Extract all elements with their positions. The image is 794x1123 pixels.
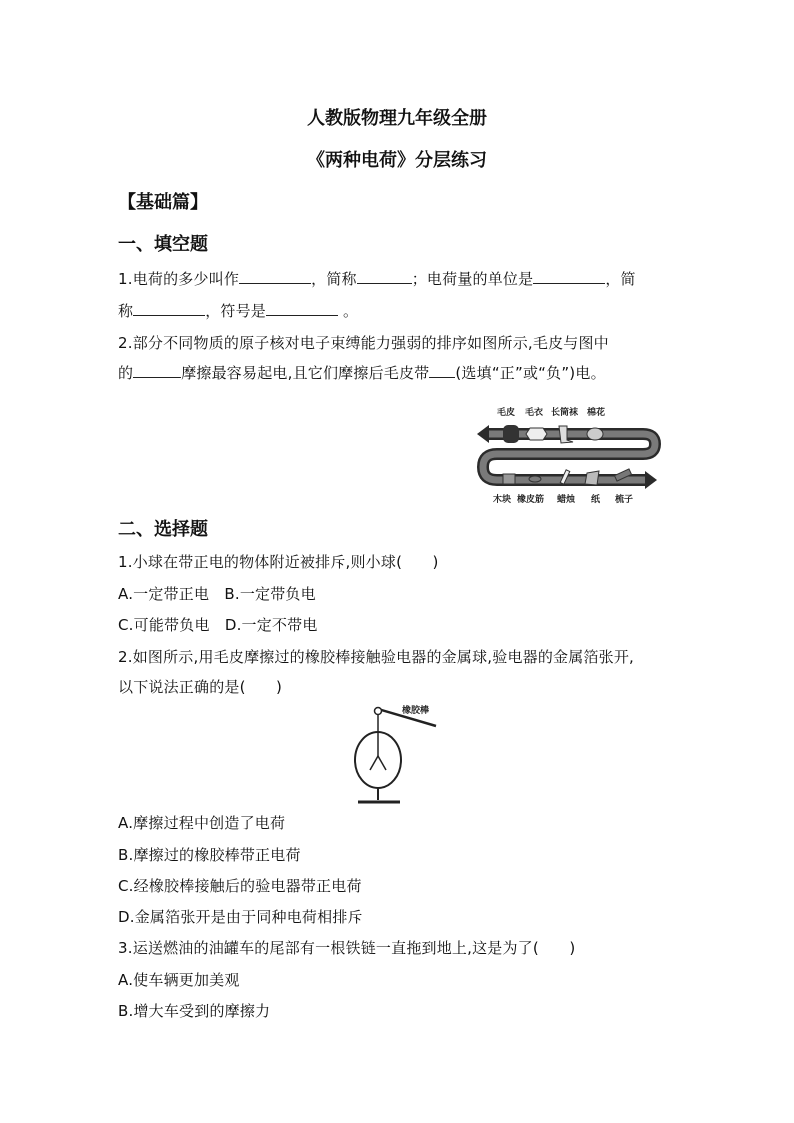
metal-foil-right xyxy=(378,756,386,770)
label-comb: 梳子 xyxy=(615,495,634,505)
question-2-line-1: 2.部分不同物质的原子核对电子束缚能力强弱的排序如图所示,毛皮与图中 xyxy=(118,334,609,352)
label-candle: 蜡烛 xyxy=(557,495,576,505)
answer-blank[interactable] xyxy=(533,269,605,284)
question-text: ，简 xyxy=(605,270,636,288)
label-sweater: 毛衣 xyxy=(525,408,544,418)
question-2-stem-line-2: 以下说法正确的是( ) xyxy=(118,678,283,696)
cotton-icon xyxy=(587,428,603,440)
question-text: 称 xyxy=(118,302,134,320)
question-2-option-d: D.金属箔张开是由于同种电荷相排斥 xyxy=(118,908,363,926)
doc-subtitle: 《两种电荷》分层练习 xyxy=(307,150,487,171)
question-text: (选填“正”或“负”)电。 xyxy=(455,364,606,382)
triboelectric-series-figure xyxy=(475,400,665,510)
question-text: 的 xyxy=(118,364,134,382)
arrow-right-icon xyxy=(645,471,657,489)
question-1-options-row-1: A.一定带正电 B.一定带负电 xyxy=(118,585,316,603)
fur-icon xyxy=(503,425,519,443)
sweater-icon xyxy=(526,428,547,440)
question-3-option-a: A.使车辆更加美观 xyxy=(118,971,240,989)
question-2-option-a: A.摩擦过程中创造了电荷 xyxy=(118,814,286,832)
arrow-left-icon xyxy=(477,425,489,443)
question-text: ，符号是 xyxy=(205,302,267,320)
question-1-line-2 xyxy=(118,300,358,321)
level-heading: 【基础篇】 xyxy=(118,192,208,213)
question-3-option-b: B.增大车受到的摩擦力 xyxy=(118,1002,271,1020)
question-text: 。 xyxy=(342,302,359,320)
label-paper: 纸 xyxy=(591,495,601,505)
label-wood: 木块 xyxy=(493,495,512,505)
label-rubber-band: 橡皮筋 xyxy=(517,495,545,505)
answer-blank[interactable] xyxy=(357,269,412,284)
label-rubber-rod: 橡胶棒 xyxy=(402,706,430,716)
question-text: 1.电荷的多少叫作 xyxy=(118,270,240,288)
question-text: 摩擦最容易起电,且它们摩擦后毛皮带 xyxy=(181,364,430,382)
answer-blank[interactable] xyxy=(133,363,181,378)
section-heading-multiple-choice: 二、选择题 xyxy=(118,519,208,540)
question-3-stem: 3.运送燃油的油罐车的尾部有一根铁链一直拖到地上,这是为了( ) xyxy=(118,939,576,957)
question-text: ；电荷量的单位是 xyxy=(411,270,534,288)
label-stocking: 长筒袜 xyxy=(551,408,579,418)
question-text: ，简称 xyxy=(311,270,357,288)
question-2-stem-line-1: 2.如图所示,用毛皮摩擦过的橡胶棒接触验电器的金属球,验电器的金属箔张开, xyxy=(118,648,635,666)
paper-icon xyxy=(585,471,599,485)
label-fur: 毛皮 xyxy=(497,408,516,418)
question-1-options-row-2: C.可能带负电 D.一定不带电 xyxy=(118,616,318,634)
electroscope-figure xyxy=(350,698,450,810)
question-2-option-c: C.经橡胶棒接触后的验电器带正电荷 xyxy=(118,877,362,895)
answer-blank[interactable] xyxy=(266,301,338,316)
label-cotton: 棉花 xyxy=(587,408,606,418)
question-2-line-2 xyxy=(118,362,606,383)
answer-blank[interactable] xyxy=(429,363,455,378)
metal-ball xyxy=(375,708,382,715)
answer-blank[interactable] xyxy=(133,301,205,316)
question-2-option-b: B.摩擦过的橡胶棒带正电荷 xyxy=(118,846,301,864)
answer-blank[interactable] xyxy=(239,269,311,284)
question-1-line-1 xyxy=(118,268,636,289)
question-1-stem: 1.小球在带正电的物体附近被排斥,则小球( ) xyxy=(118,553,439,571)
wood-icon xyxy=(503,474,515,484)
section-heading-fill-in: 一、填空题 xyxy=(118,234,208,255)
doc-title: 人教版物理九年级全册 xyxy=(307,108,487,129)
metal-foil-left xyxy=(370,756,378,770)
